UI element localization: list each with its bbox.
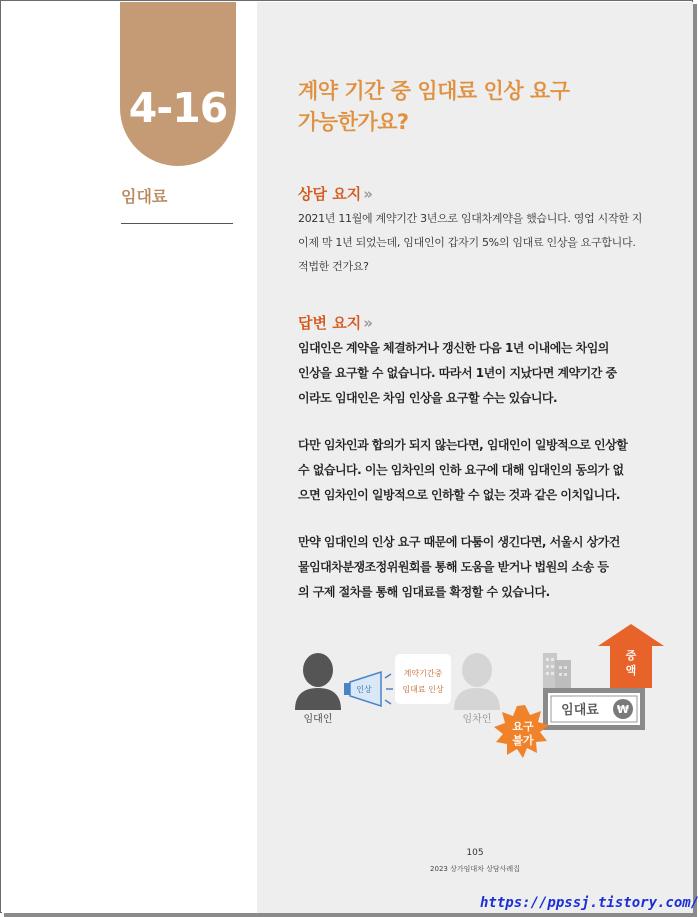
tenant-person-icon bbox=[454, 653, 500, 710]
question-line: 적법한 건가요? bbox=[298, 260, 369, 273]
answer-paragraph-3 bbox=[298, 530, 693, 605]
answer-line: 이라도 임대인은 차임 인상을 요구할 수는 있습니다. bbox=[298, 391, 558, 405]
question-line: 2021년 11월에 계약기간 3년으로 임대차계약을 했습니다. 영업 시작한 지 bbox=[298, 212, 643, 225]
answer-heading-text: 답변 요지 bbox=[298, 314, 362, 332]
speech-text-line-1: 계약기간중 bbox=[403, 669, 443, 678]
category-divider bbox=[121, 223, 233, 224]
building-icon bbox=[543, 653, 571, 691]
page-shadow-right bbox=[693, 4, 697, 915]
answer-line: 임대인은 계약을 체결하거나 갱신한 다음 1년 이내에는 차임의 bbox=[298, 341, 609, 355]
increase-label-1: 증 bbox=[625, 649, 637, 662]
page-shadow-bottom bbox=[4, 913, 697, 917]
answer-line: 수 없습니다. 이는 임차인의 인하 요구에 대해 임대인의 동의가 없 bbox=[298, 463, 624, 477]
question-text bbox=[298, 207, 693, 279]
rent-box-label: 임대료 bbox=[561, 703, 599, 718]
refuse-label-line-1: 요구 bbox=[512, 720, 534, 733]
answer-paragraph-1 bbox=[298, 336, 693, 411]
question-line: 이제 막 1년 되었는데, 임대인이 갑자기 5%의 임대료 인상을 요구합니다. bbox=[298, 236, 636, 249]
section-number: 4-16 bbox=[128, 84, 228, 132]
page-title bbox=[298, 76, 678, 138]
tenant-label: 임차인 bbox=[462, 714, 492, 725]
chevron-right-icon: » bbox=[363, 314, 373, 332]
landlord-label: 임대인 bbox=[303, 714, 333, 725]
answer-line: 만약 임대인의 인상 요구 때문에 다툼이 생긴다면, 서울시 상가건 bbox=[298, 535, 620, 549]
answer-paragraph-2 bbox=[298, 433, 693, 508]
book-title: 2023 상가임대차 상담사례집 bbox=[430, 865, 520, 873]
megaphone-label: 인상 bbox=[356, 685, 372, 694]
speech-bubble bbox=[395, 654, 451, 704]
source-url-link[interactable]: https://ppssj.tistory.com/ bbox=[480, 895, 700, 911]
category-label: 임대료 bbox=[121, 187, 168, 206]
answer-line: 물임대차분쟁조정위원회를 통해 도움을 받거나 법원의 소송 등 bbox=[298, 560, 609, 574]
question-heading bbox=[298, 183, 373, 204]
speech-text-line-2: 임대료 인상 bbox=[402, 685, 444, 694]
landlord-person-icon bbox=[295, 653, 341, 710]
answer-line: 다만 임차인과 합의가 되지 않는다면, 임대인이 일방적으로 인상할 bbox=[298, 438, 628, 452]
answer-line: 인상을 요구할 수 없습니다. 따라서 1년이 지났다면 계약기간 중 bbox=[298, 366, 617, 380]
left-margin-column bbox=[2, 2, 257, 913]
rent-increase-illustration bbox=[257, 612, 693, 772]
won-icon: ₩ bbox=[616, 703, 630, 716]
page-title-line-1: 계약 기간 중 임대료 인상 요구 bbox=[298, 79, 570, 103]
page-number: 105 bbox=[466, 848, 484, 858]
answer-line: 의 구제 절차를 통해 임대료를 확정할 수 있습니다. bbox=[298, 585, 550, 599]
chevron-right-icon: » bbox=[363, 185, 373, 203]
question-heading-text: 상담 요지 bbox=[298, 185, 362, 203]
answer-line: 으면 임차인이 일방적으로 인하할 수 없는 것과 같은 이치입니다. bbox=[298, 488, 620, 502]
increase-label-2: 액 bbox=[625, 664, 637, 677]
content-column bbox=[257, 2, 693, 913]
refuse-label-line-2: 불가 bbox=[512, 734, 534, 747]
page-title-line-2: 가능한가요? bbox=[298, 110, 409, 134]
section-number-tab bbox=[120, 2, 236, 166]
answer-heading bbox=[298, 312, 373, 333]
